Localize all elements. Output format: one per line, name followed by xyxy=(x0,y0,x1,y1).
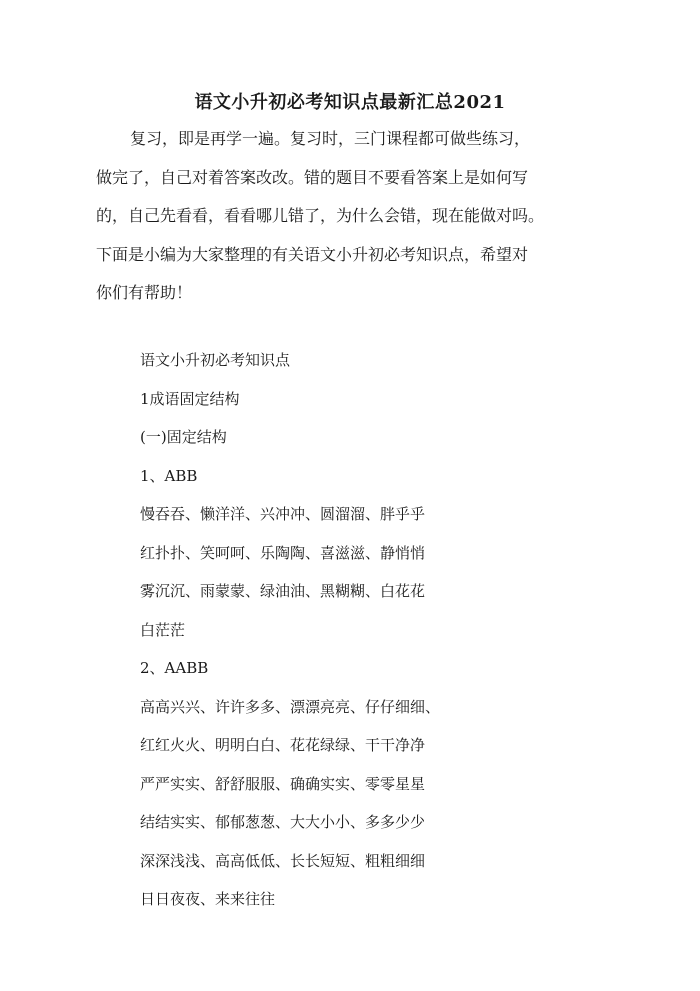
aabb-label: 2、AABB xyxy=(140,659,209,677)
intro-line xyxy=(96,120,596,159)
knowledge-section xyxy=(140,341,560,919)
aabb-line: 严严实实、舒舒服服、确确实实、零零星星 xyxy=(140,774,426,793)
subheading-idiom-structure: 1成语固定结构 xyxy=(140,389,240,408)
abb-line: 雾沉沉、雨蒙蒙、绿油油、黑糊糊、白花花 xyxy=(140,582,426,600)
aabb-line: 深深浅浅、高高低低、长长短短、粗粗细细 xyxy=(140,851,426,870)
intro-line: 做完了，自己对着答案改改。错的题目不要看答案上是如何写 xyxy=(96,167,529,187)
section-heading: 语文小升初必考知识点 xyxy=(140,351,291,369)
intro-paragraph xyxy=(96,120,596,313)
intro-line: 你们有帮助！ xyxy=(96,283,193,302)
abb-line: 慢吞吞、懒洋洋、兴冲冲、圆溜溜、胖乎乎 xyxy=(140,505,426,523)
abb-line: 白茫茫 xyxy=(140,620,186,639)
aabb-line: 高高兴兴、许许多多、漂漂亮亮、仔仔细细、 xyxy=(140,697,441,716)
intro-line: 的，自己先看看，看看哪儿错了，为什么会错，现在能做对吗。 xyxy=(96,206,545,225)
abb-line: 红扑扑、笑呵呵、乐陶陶、喜滋滋、静悄悄 xyxy=(140,543,426,562)
subheading-fixed-structure: (一)固定结构 xyxy=(140,428,227,446)
document-title: 语文小升初必考知识点最新汇总2021 xyxy=(194,92,506,113)
aabb-line: 红红火火、明明白白、花花绿绿、干干净净 xyxy=(140,736,426,754)
intro-line: 下面是小编为大家整理的有关语文小升初必考知识点，希望对 xyxy=(96,244,529,264)
aabb-line: 日日夜夜、来来往往 xyxy=(140,890,276,908)
aabb-line: 结结实实、郁郁葱葱、大大小小、多多少少 xyxy=(140,813,426,831)
intro-line-text: 复习，即是再学一遍。复习时，三门课程都可做些练习， xyxy=(130,129,531,148)
abb-label: 1、ABB xyxy=(140,466,198,485)
